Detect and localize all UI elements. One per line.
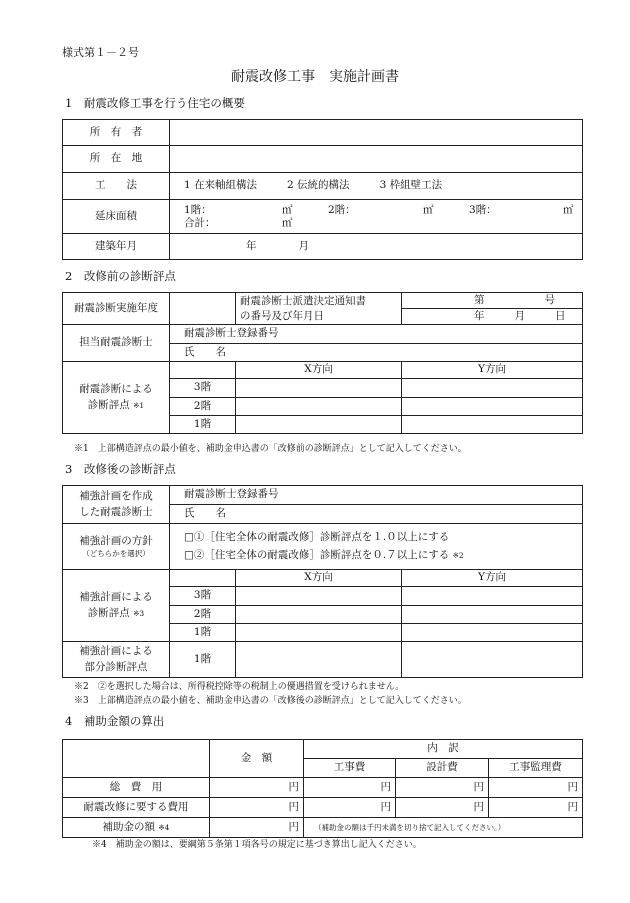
policy-option-1[interactable]: □①［住宅全体の耐震改修］診断評点を１.０以上にする xyxy=(184,530,450,543)
unit-m2: ㎡ xyxy=(423,204,434,217)
pre-retrofit-table xyxy=(62,292,583,434)
notice-date-field[interactable] xyxy=(402,309,583,325)
floor2-label: 2階 xyxy=(170,398,236,416)
policy-label: 補強計画の方針 （どちらかを選択） xyxy=(63,524,170,570)
section4-heading: 4 補助金額の算出 xyxy=(65,714,165,728)
diagnosis-year-field[interactable] xyxy=(170,293,236,325)
total-area-label: 合計： xyxy=(184,216,216,229)
partial-floor1-label: 1階 xyxy=(170,642,236,678)
subsidy-label: 補助金の額 ※4 xyxy=(63,818,210,838)
post-y-floor1-field[interactable] xyxy=(402,624,583,642)
note-1: ※1 上部構造評点の最小値を、補助金申込書の「改修前の診断評点」として記入してください。 xyxy=(74,444,467,454)
partial-y-field[interactable] xyxy=(402,642,583,678)
name-label: 氏 名 xyxy=(184,507,226,520)
y-direction-header: Y方向 xyxy=(402,570,583,587)
y-direction-header: Y方向 xyxy=(402,362,583,379)
built-label: 建築年月 xyxy=(63,234,170,260)
total-construction-field[interactable]: 円 xyxy=(304,778,396,798)
post-y-floor3-field[interactable] xyxy=(402,587,583,606)
breakdown-header: 内 訳 xyxy=(304,740,583,759)
note-mark-2: ※2 xyxy=(452,550,464,560)
retrofit-supervision-field[interactable]: 円 xyxy=(489,798,583,818)
day-label: 日 xyxy=(555,309,566,322)
note-mark-4: ※4 xyxy=(158,822,170,832)
post-x-floor3-field[interactable] xyxy=(236,587,402,606)
planner-label: 補強計画を作成 した耐震診断士 xyxy=(63,486,170,524)
unit-m2: ㎡ xyxy=(282,216,293,229)
reg-no-label: 耐震診断士登録番号 xyxy=(184,327,279,340)
location-field[interactable] xyxy=(170,146,583,173)
subsidy-table xyxy=(62,739,583,838)
page-title: 耐震改修工事 実施計画書 xyxy=(231,69,399,85)
method-option-1[interactable]: 1 在来軸組構法 xyxy=(184,179,258,192)
design-cost-header: 設計費 xyxy=(396,759,489,778)
total-design-field[interactable]: 円 xyxy=(396,778,489,798)
method-option-2[interactable]: 2 伝統的構法 xyxy=(287,179,350,192)
retrofit-amount-field[interactable]: 円 xyxy=(210,798,304,818)
assessor-label: 担当耐震診断士 xyxy=(63,325,170,362)
area-label: 延床面積 xyxy=(63,200,170,234)
floor3-label: 3階 xyxy=(170,379,236,398)
diagnosis-year-label: 耐震診断実施年度 xyxy=(63,293,170,325)
notice-number-field[interactable] xyxy=(402,293,583,309)
pre-y-floor1-field[interactable] xyxy=(402,416,583,434)
method-label: 工 法 xyxy=(63,173,170,200)
x-direction-header: X方向 xyxy=(236,362,402,379)
method-options xyxy=(170,173,583,200)
pre-x-floor3-field[interactable] xyxy=(236,379,402,398)
partial-score-label: 補強計画による 部分診断評点 xyxy=(63,642,170,678)
policy-option-2[interactable]: □②［住宅全体の耐震改修］診断評点を０.７以上にする ※2 xyxy=(184,548,464,561)
planner-reg-field[interactable] xyxy=(170,486,583,505)
floor3-area-label: 3階： xyxy=(469,204,497,217)
unit-m2: ㎡ xyxy=(563,204,574,217)
floor2-area-label: 2階： xyxy=(328,204,356,217)
floor1-label: 1階 xyxy=(170,416,236,434)
construction-cost-header: 工事費 xyxy=(304,759,396,778)
planner-name-field[interactable] xyxy=(170,505,583,524)
go-label: 号 xyxy=(544,293,555,306)
post-y-floor2-field[interactable] xyxy=(402,606,583,624)
owner-field[interactable] xyxy=(170,120,583,146)
assessor-name-field[interactable] xyxy=(170,344,583,362)
built-field[interactable] xyxy=(170,234,583,260)
year-label: 年 xyxy=(474,309,485,322)
pre-y-floor3-field[interactable] xyxy=(402,379,583,398)
note-4: ※4 補助金の額は、要綱第５条第１項各号の規定に基づき算出し記入ください。 xyxy=(92,840,422,850)
section1-heading: 1 耐震改修工事を行う住宅の概要 xyxy=(65,96,245,110)
note-mark-3: ※3 xyxy=(133,608,145,618)
notice-label: 耐震診断士派遣決定通知書 の番号及び年月日 xyxy=(236,293,402,325)
supervision-cost-header: 工事監理費 xyxy=(489,759,583,778)
month-label: 月 xyxy=(514,309,525,322)
section3-heading: 3 改修後の診断評点 xyxy=(65,462,176,476)
unit-m2: ㎡ xyxy=(282,204,293,217)
note-3: ※3 上部構造評点の最小値を、補助金申込書の「改修後の診断評点」として記入してください。 xyxy=(74,696,467,706)
floor3-label: 3階 xyxy=(170,587,236,606)
section2-heading: 2 改修前の診断評点 xyxy=(65,269,176,283)
name-label: 氏 名 xyxy=(184,345,226,358)
floor1-label: 1階 xyxy=(170,624,236,642)
assessor-reg-field[interactable] xyxy=(170,325,583,344)
total-amount-field[interactable]: 円 xyxy=(210,778,304,798)
post-x-floor2-field[interactable] xyxy=(236,606,402,624)
retrofit-construction-field[interactable]: 円 xyxy=(304,798,396,818)
house-overview-table xyxy=(62,119,583,260)
year-label: 年 xyxy=(246,239,257,252)
x-direction-header: X方向 xyxy=(236,570,402,587)
note-mark-1: ※1 xyxy=(133,400,145,410)
policy-options xyxy=(170,524,583,570)
reg-no-label: 耐震診断士登録番号 xyxy=(184,488,279,501)
pre-y-floor2-field[interactable] xyxy=(402,398,583,416)
pre-x-floor2-field[interactable] xyxy=(236,398,402,416)
post-retrofit-table xyxy=(62,485,583,678)
floor2-label: 2階 xyxy=(170,606,236,624)
owner-label: 所 有 者 xyxy=(63,120,170,146)
area-field[interactable] xyxy=(170,200,583,234)
subsidy-note: （補助金の額は千円未満を切り捨て記入してください。） xyxy=(304,818,583,838)
total-supervision-field[interactable]: 円 xyxy=(489,778,583,798)
location-label: 所 在 地 xyxy=(63,146,170,173)
partial-x-field[interactable] xyxy=(236,642,402,678)
note-2: ※2 ②を選択した場合は、所得税控除等の税制上の優遇措置を受けられません。 xyxy=(74,682,405,692)
floor1-area-label: 1階： xyxy=(184,204,212,217)
amount-header: 金 額 xyxy=(210,740,304,778)
form-number: 様式第１－２号 xyxy=(62,46,139,59)
post-score-label: 補強計画による 診断評点 ※3 xyxy=(63,570,170,642)
total-cost-label: 総 費 用 xyxy=(63,778,210,798)
retrofit-design-field[interactable]: 円 xyxy=(396,798,489,818)
dai-label: 第 xyxy=(474,293,485,306)
subsidy-amount-field[interactable]: 円 xyxy=(210,818,304,838)
method-option-3[interactable]: 3 枠組壁工法 xyxy=(379,179,443,192)
pre-x-floor1-field[interactable] xyxy=(236,416,402,434)
pre-score-label: 耐震診断による 診断評点 ※1 xyxy=(63,362,170,434)
post-x-floor1-field[interactable] xyxy=(236,624,402,642)
month-label: 月 xyxy=(298,239,309,252)
retrofit-cost-label: 耐震改修に要する費用 xyxy=(63,798,210,818)
